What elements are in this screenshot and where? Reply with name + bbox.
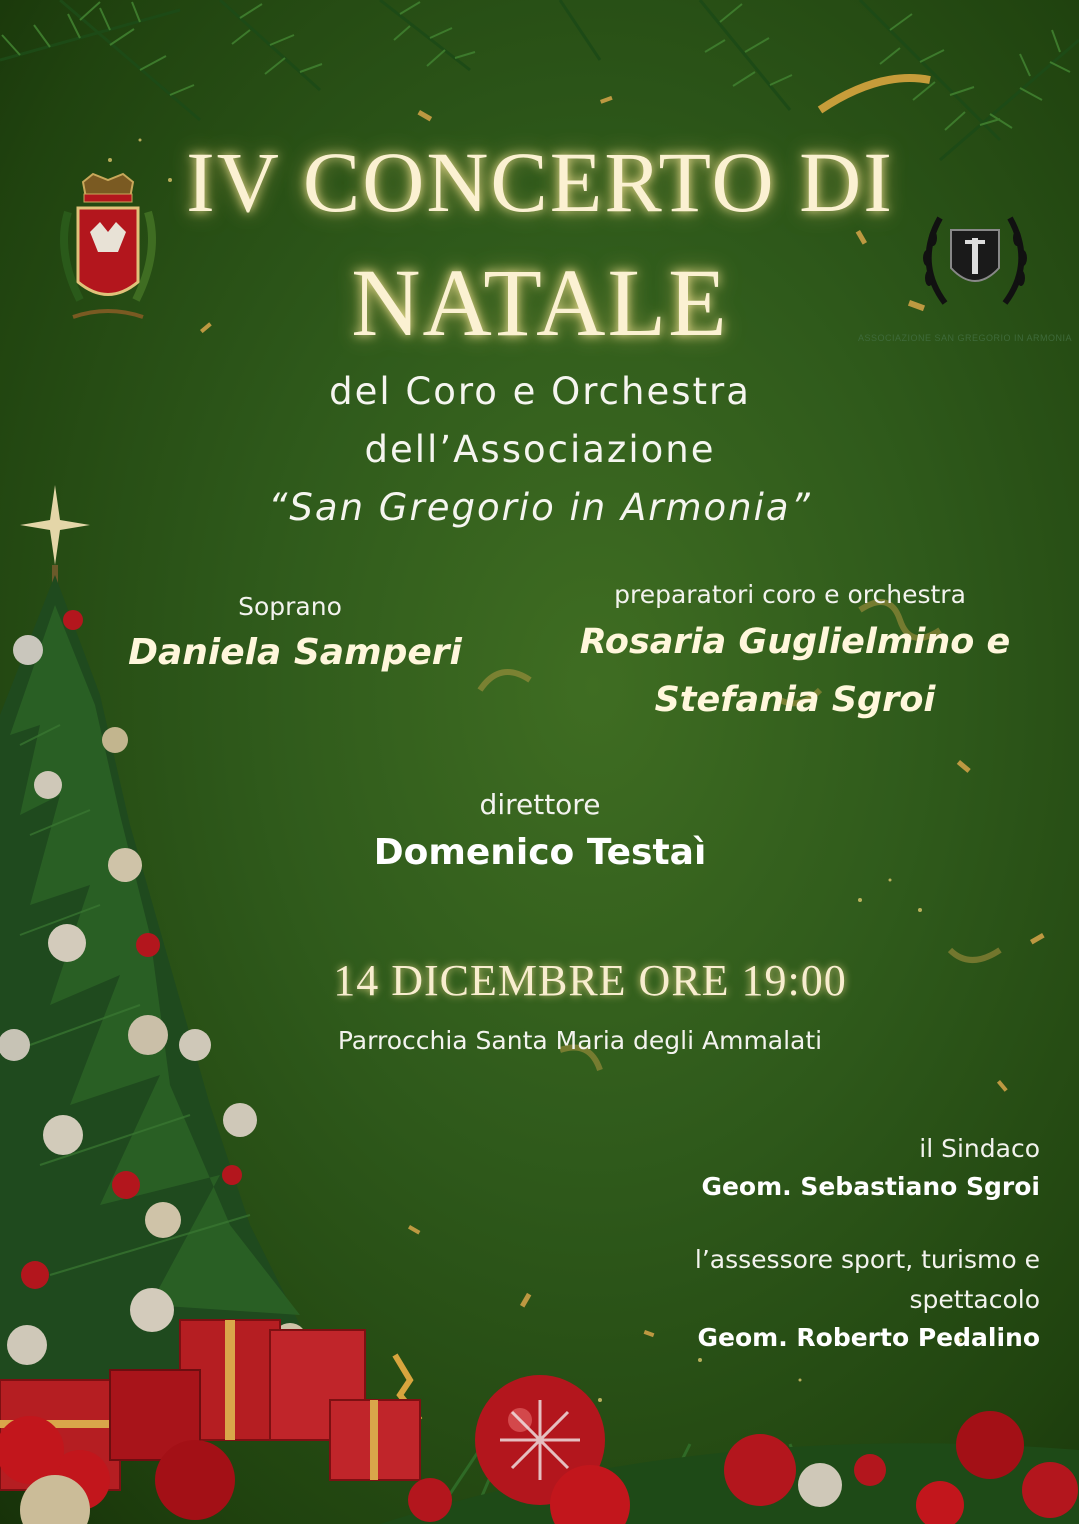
preparers-line-2: Stefania Sgroi bbox=[654, 680, 936, 720]
event-venue: Parrocchia Santa Maria degli Ammalati bbox=[337, 1026, 823, 1055]
christmas-tree-icon bbox=[0, 485, 340, 1385]
soprano-label: Soprano bbox=[238, 592, 342, 621]
association-logo-icon bbox=[915, 208, 1035, 318]
director-name: Domenico Testaì bbox=[373, 832, 707, 873]
councillor-label-line-2: spettacolo bbox=[909, 1285, 1040, 1314]
bottom-decoration bbox=[0, 1300, 1079, 1524]
director-label: direttore bbox=[479, 788, 601, 821]
title-line-2: NATALE bbox=[351, 249, 729, 356]
star-icon bbox=[20, 485, 90, 565]
title-line-1: IV CONCERTO DI bbox=[186, 134, 894, 230]
event-date-time: 14 DICEMBRE ORE 19:00 bbox=[333, 956, 847, 1005]
soprano-name: Daniela Samperi bbox=[128, 632, 462, 673]
subtitle-line-1: del Coro e Orchestra bbox=[329, 370, 751, 413]
subtitle-line-2: dell’Associazione bbox=[364, 428, 716, 471]
subtitle-association-name: “San Gregorio in Armonia” bbox=[268, 486, 812, 529]
preparers-line-1: Rosaria Guglielmino e bbox=[579, 622, 1011, 662]
preparers-label: preparatori coro e orchestra bbox=[614, 580, 966, 609]
association-logo-text: ASSOCIAZIONE SAN GREGORIO IN ARMONIA bbox=[858, 333, 1073, 343]
mayor-name: Geom. Sebastiano Sgroi bbox=[701, 1172, 1040, 1201]
councillor-label-line-1: l’assessore sport, turismo e bbox=[694, 1245, 1040, 1274]
mayor-label: il Sindaco bbox=[919, 1134, 1040, 1163]
councillor-name: Geom. Roberto Pedalino bbox=[697, 1323, 1040, 1352]
